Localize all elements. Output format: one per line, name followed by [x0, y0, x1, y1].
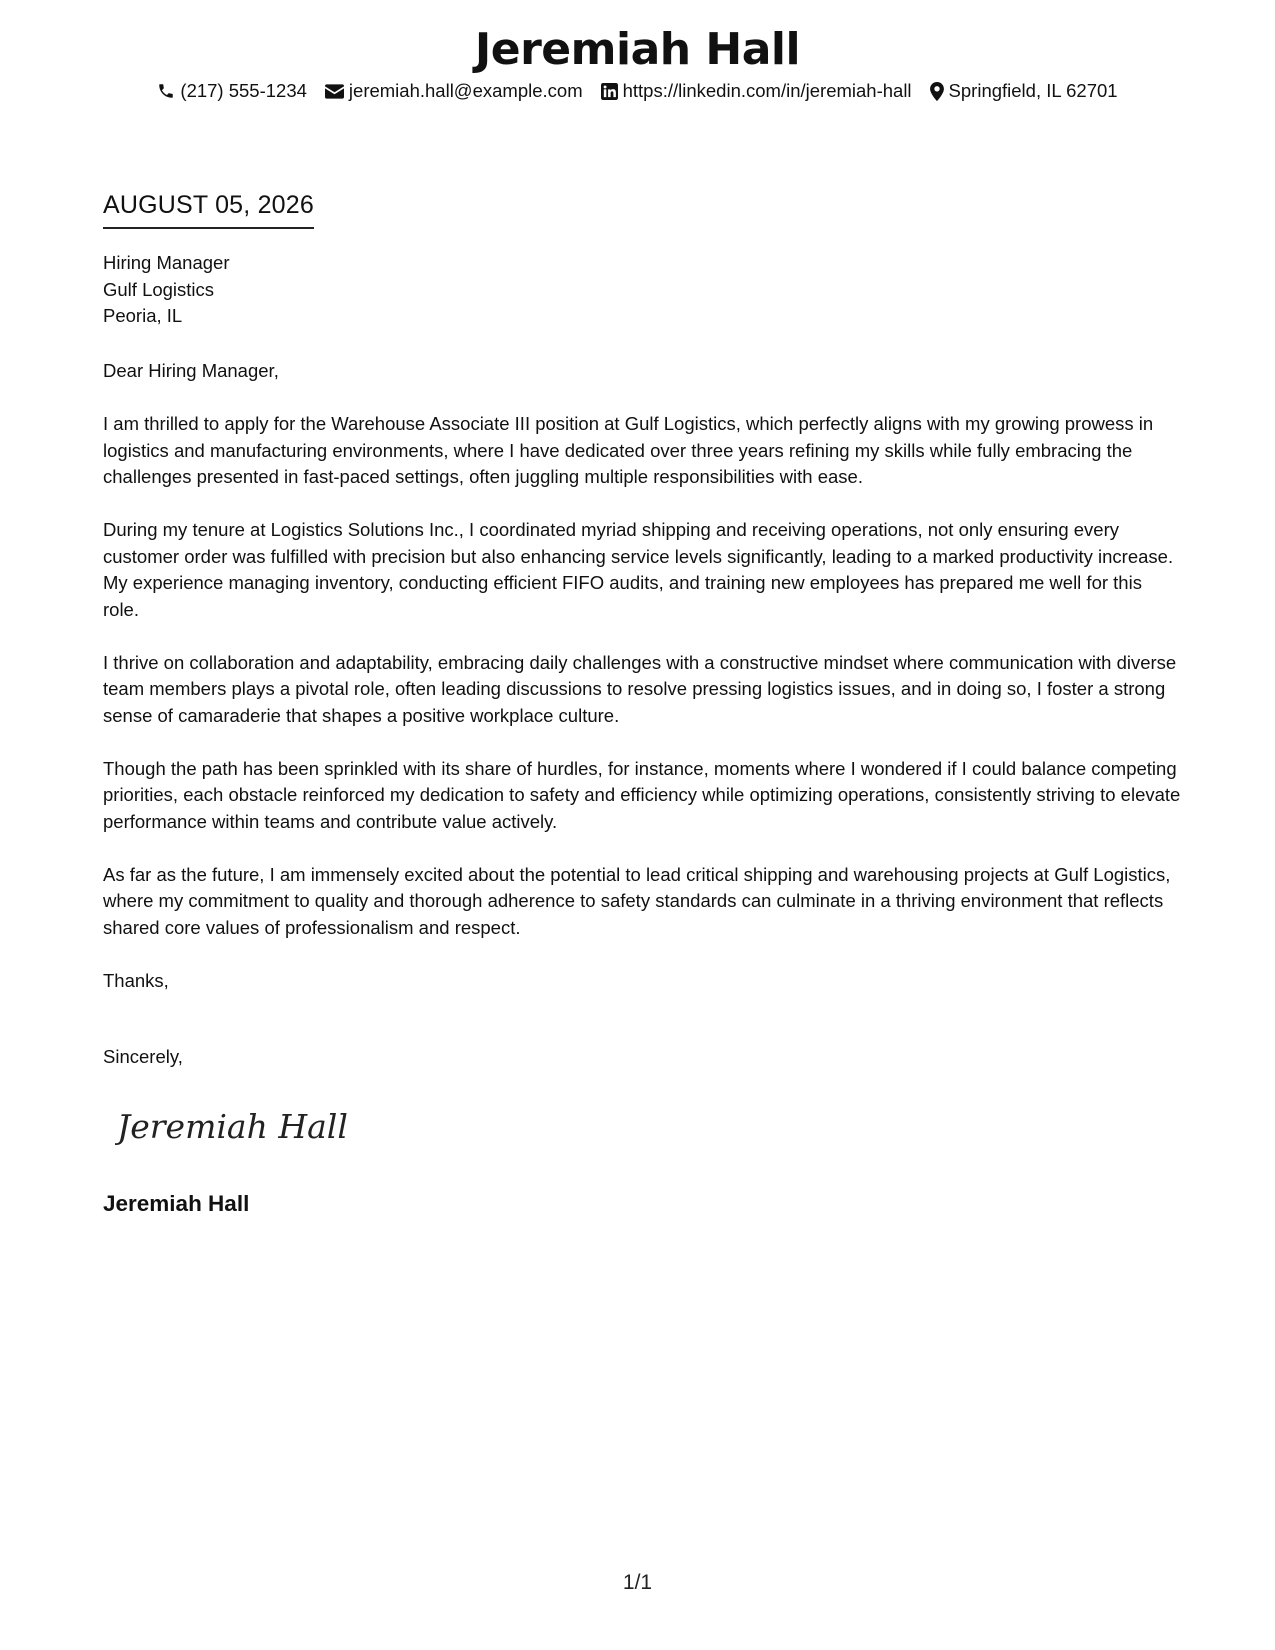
contact-info-row	[0, 78, 1275, 104]
contact-email[interactable]	[325, 78, 583, 104]
signer-name: Jeremiah Hall	[103, 1191, 250, 1216]
map-pin-icon	[930, 82, 944, 101]
paragraph-3: I thrive on collaboration and adaptability, embracing daily challenges with a constructive mindset where communication with diverse team members plays a pivotal role, often leading discussions to resolve pressing logistics issues, and in doing so, I foster a strong sense of camaraderie that shapes a positive workplace culture.	[103, 651, 1177, 726]
paragraph-1: I am thrilled to apply for the Warehouse Associate III position at Gulf Logistics, which perfectly aligns with my growing prowess in logistics and manufacturing environments, where I have dedicated over three years refining my skills while fully embracing the challenges presented in fast-paced settings, often juggling multiple responsibilities with ease.	[103, 413, 1154, 487]
linkedin-link[interactable]: https://linkedin.com/in/jeremiah-hall	[622, 80, 912, 101]
paragraph-4: Though the path has been sprinkled with its share of hurdles, for instance, moments where I wondered if I could balance competing priorities, each obstacle reinforced my dedication to safety and efficiency while optimizing operations, consistently striving to elevate performance within teams and contribute value actively.	[103, 757, 1181, 832]
recipient-title: Hiring Manager	[103, 252, 230, 273]
email-link[interactable]: jeremiah.hall@example.com	[348, 80, 583, 101]
phone-text: (217) 555-1234	[180, 80, 307, 101]
recipient-location: Peoria, IL	[103, 305, 183, 326]
recipient-block	[103, 250, 229, 330]
page-number: 1/1	[622, 1571, 653, 1594]
contact-location	[930, 78, 1118, 104]
applicant-name-heading: Jeremiah Hall	[474, 24, 801, 75]
contact-linkedin[interactable]	[601, 78, 912, 104]
letter-date-block	[103, 189, 314, 229]
handwritten-signature	[115, 1100, 355, 1150]
paragraph-5: As far as the future, I am immensely excited about the potential to lead critical shipping and warehousing projects at Gulf Logistics, where my commitment to quality and thorough adherence to safety standards can culminate in a thriving environment that reflects shared core values of professionalism and respect.	[103, 863, 1171, 938]
location-text: Springfield, IL 62701	[948, 80, 1118, 101]
envelope-icon	[325, 84, 344, 99]
linkedin-icon	[601, 83, 618, 100]
recipient-company: Gulf Logistics	[103, 278, 215, 300]
salutation: Dear Hiring Manager,	[103, 360, 279, 381]
signature-text: Jeremiah Hall	[117, 1107, 348, 1146]
phone-icon	[157, 82, 175, 100]
thanks-line: Thanks,	[103, 969, 169, 991]
contact-phone	[157, 78, 307, 104]
paragraph-2: During my tenure at Logistics Solutions Inc., I coordinated myriad shipping and receiving operations, not only ensuring every customer order was fulfilled with precision but also enhancing service levels significantly, leading to a marked productivity increase. My experience managing inventory, conducting efficient FIFO audits, and training new employees has prepared me well for this role.	[103, 519, 1174, 620]
letter-date: AUGUST 05, 2026	[103, 189, 314, 229]
closing-line: Sincerely,	[103, 1046, 183, 1067]
letter-body	[103, 358, 1181, 1021]
